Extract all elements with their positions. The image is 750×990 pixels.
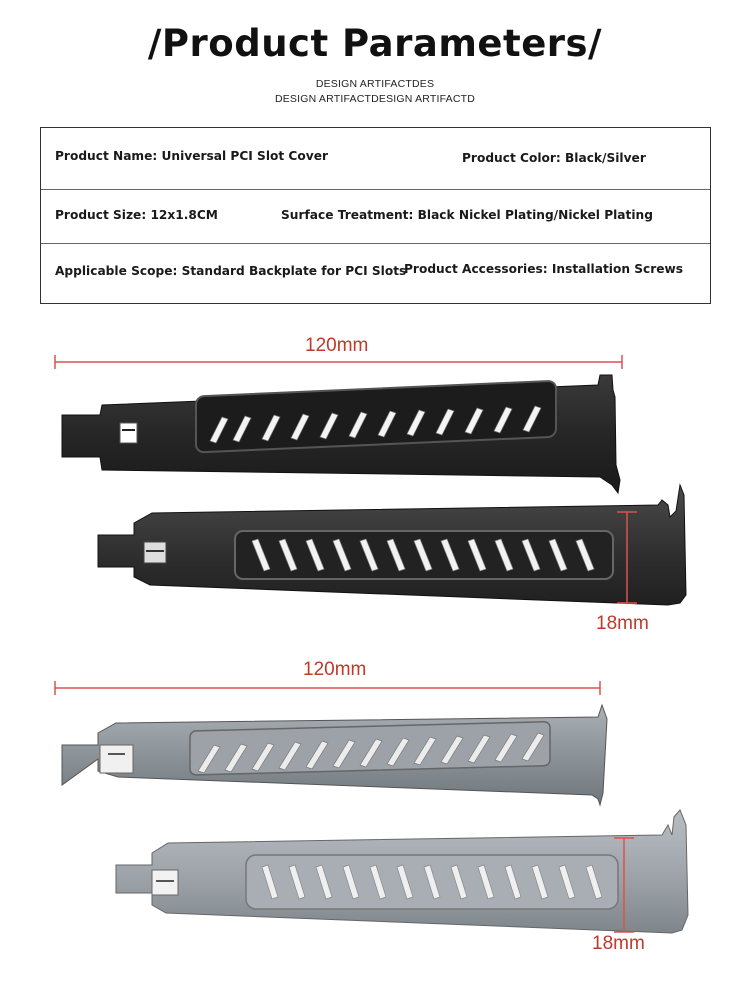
subtitle-line-2: DESIGN ARTIFACTDESIGN ARTIFACTD <box>274 93 476 105</box>
subtitle-line-1: DESIGN ARTIFACTDES <box>315 78 435 90</box>
spec-row <box>41 128 710 190</box>
spec-table <box>40 127 711 304</box>
spec-product-size: Product Size: 12x1.8CM <box>55 208 218 222</box>
black-bracket-bottom <box>98 485 686 605</box>
spec-surface-treatment: Surface Treatment: Black Nickel Plating/Nickel Plating <box>281 208 653 222</box>
silver-length-label: 120mm <box>303 659 367 680</box>
black-length-label: 120mm <box>305 335 369 356</box>
black-length-dimension <box>55 355 622 369</box>
black-bracket-top <box>62 375 620 493</box>
silver-height-label: 18mm <box>592 933 645 954</box>
spec-product-color: Product Color: Black/Silver <box>462 151 646 165</box>
spec-row <box>41 244 710 303</box>
spec-product-name: Product Name: Universal PCI Slot Cover <box>55 149 328 163</box>
bracket-illustration <box>0 305 750 990</box>
product-photo <box>0 305 750 990</box>
page-title: /Product Parameters/ <box>147 22 603 65</box>
silver-bracket-top <box>62 705 607 805</box>
spec-applicable-scope: Applicable Scope: Standard Backplate for PCI Slots <box>55 264 407 278</box>
silver-bracket-bottom <box>116 810 688 933</box>
spec-row <box>41 190 710 244</box>
silver-length-dimension <box>55 681 600 695</box>
spec-product-accessories: Product Accessories: Installation Screws <box>404 262 684 276</box>
black-height-label: 18mm <box>596 613 649 634</box>
